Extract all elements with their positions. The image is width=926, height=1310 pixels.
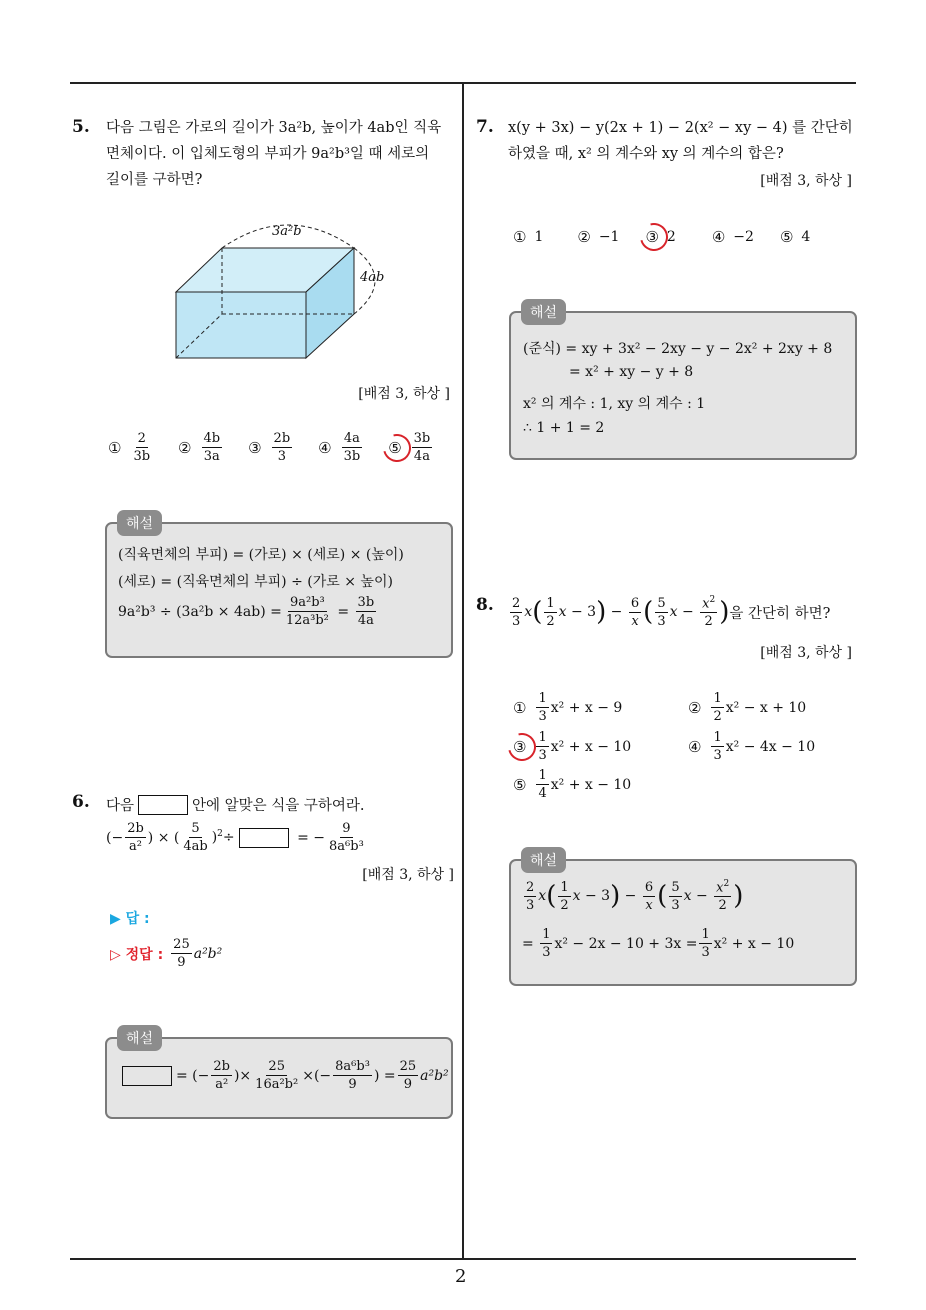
q8-sol-line2: = $\frac{1}{3}$ x² − 2x − 10 + 3x = $\frac{1}{3}$ x² + x − 10	[522, 927, 795, 960]
q7-text-line1: x(y + 3x) − y(2x + 1) − 2(x² − xy − 4) 를 간단히	[508, 120, 853, 136]
q5-solution-tag: 해설	[117, 510, 162, 536]
q8-meta: [배점 3, 하상 ]	[760, 645, 852, 661]
q8-choice-2[interactable]: ② $\frac{1}{2}$ x² − x + 10	[688, 691, 807, 724]
q6-sol-blank	[122, 1066, 172, 1086]
q7-sol-line4: ∴ 1 + 1 = 2	[523, 420, 605, 436]
q8-solution-box	[509, 859, 857, 986]
q7-choice-4[interactable]: ④ −2	[711, 228, 754, 246]
q8-choice-1[interactable]: ① $\frac{1}{3}$ x² + x − 9	[513, 691, 623, 724]
q5-figure-label-top: 3a²b	[272, 224, 302, 239]
q6-solution-tag: 해설	[117, 1025, 162, 1051]
q7-choice-1[interactable]: ① 1	[513, 228, 544, 246]
q6-equation: (− $\frac{2b}{\text{a²}}$ ) × ( $\frac{5}{4ab}$ )$^2$÷ = − $\frac{9}{\text{8a⁶b³}}$	[106, 821, 364, 854]
q7-number: 7.	[476, 117, 494, 137]
q6-number: 6.	[72, 792, 90, 812]
q5-choice-2[interactable]: ② $\frac{4b}{3a}$	[178, 431, 221, 464]
q8-choice-4[interactable]: ④ $\frac{1}{3}$ x² − 4x − 10	[688, 730, 816, 763]
column-divider	[462, 82, 464, 1260]
q8-choice-5[interactable]: ⑤ $\frac{1}{4}$ x² + x − 10	[513, 768, 632, 801]
q5-meta: [배점 3, 하상 ]	[358, 386, 450, 402]
q5-text-line1: 다음 그림은 가로의 길이가 3a²b, 높이가 4ab인 직육	[106, 120, 442, 136]
q8-sol-line1: $\frac{2}{3}$ x ( $\frac{1}{2}$ x − 3 ) − $\frac{6}{x}$ ( $\frac{5}{3}$ x − $\frac{x^2}{2}$ )	[526, 879, 744, 914]
q8-number: 8.	[476, 595, 494, 615]
q8-solution-tag: 해설	[521, 847, 566, 873]
q7-sol-line1: (준식) = xy + 3x² − 2xy − y − 2x² + 2xy + 8	[523, 341, 833, 357]
q5-sol-line1: (직육면체의 부피) = (가로) × (세로) × (높이)	[118, 547, 404, 563]
q8-choice-3[interactable]: ③ $\frac{1}{3}$ x² + x − 10	[513, 730, 632, 763]
q7-choice-5[interactable]: ⑤ 4	[779, 228, 811, 246]
q6-text: 다음 안에 알맞은 식을 구하여라.	[106, 794, 365, 815]
q5-choices	[108, 432, 458, 463]
q6-correct-answer: ▷ 정답 : $\frac{25}{9}$ a²b²	[110, 937, 223, 970]
q6-meta: [배점 3, 하상 ]	[362, 867, 454, 883]
q6-sol-line: = (− $\frac{2b}{\text{a²}}$ )× $\frac{25}{\text{16a²b²}}$ ×(− $\frac{\text{8a⁶b³}}{9}$ ) = $\frac{25}{9}$ a²b²	[118, 1060, 449, 1091]
q5-answer-mark: ⑤	[388, 438, 402, 457]
q6-answer-label: ▶ 답 :	[110, 911, 150, 927]
q5-sol-line2: (세로) = (직육면체의 부피) ÷ (가로 × 높이)	[118, 574, 393, 590]
q6-blank	[138, 795, 188, 815]
q7-choice-2[interactable]: ② −1	[577, 228, 620, 246]
q7-text-line2: 하였을 때, x² 의 계수와 xy 의 계수의 합은?	[508, 146, 784, 162]
q7-meta: [배점 3, 하상 ]	[760, 173, 852, 189]
q7-solution-box	[509, 311, 857, 460]
q6-equation-blank	[239, 828, 289, 848]
q5-text-line3: 길이를 구하면?	[106, 172, 203, 188]
q8-answer-mark: ③	[513, 737, 527, 756]
q5-sol-line3: 9a²b³ ÷ (3a²b × 4ab) = $\frac{\text{9a²b³}}{\text{12a³b²}}$ = $\frac{3b}{4a}$	[118, 595, 375, 628]
page-number: 2	[455, 1266, 467, 1287]
q7-sol-line2: = x² + xy − y + 8	[569, 364, 694, 380]
q5-text-line2: 면체이다. 이 입체도형의 부피가 9a²b³일 때 세로의	[106, 146, 430, 162]
q7-solution-tag: 해설	[521, 299, 566, 325]
q7-choice-3[interactable]: ③ 2	[645, 228, 676, 246]
q5-choice-3[interactable]: ③ $\frac{2b}{3}$	[248, 431, 291, 464]
q7-choices	[513, 228, 834, 246]
bottom-rule	[70, 1258, 856, 1260]
q7-answer-mark: ③	[645, 228, 659, 246]
q5-choice-5[interactable]: ⑤ $\frac{3b}{4a}$	[388, 431, 431, 464]
q7-text	[508, 115, 858, 167]
q5-choice-1[interactable]: ① $\frac{2}{3b}$	[108, 431, 151, 464]
q5-text	[106, 115, 456, 193]
q8-expression: $\frac{2}{3}$ x ( $\frac{1}{2}$ x − 3 ) − $\frac{6}{x}$ ( $\frac{5}{3}$ x − $\frac{x^2}{2}$ ) 을 간단히 하면?	[512, 595, 831, 630]
q5-choice-4[interactable]: ④ $\frac{4a}{3b}$	[318, 431, 361, 464]
q7-sol-line3: x² 의 계수 : 1, xy 의 계수 : 1	[523, 396, 706, 412]
q5-number: 5.	[72, 117, 90, 137]
q5-figure-label-side: 4ab	[360, 270, 385, 285]
